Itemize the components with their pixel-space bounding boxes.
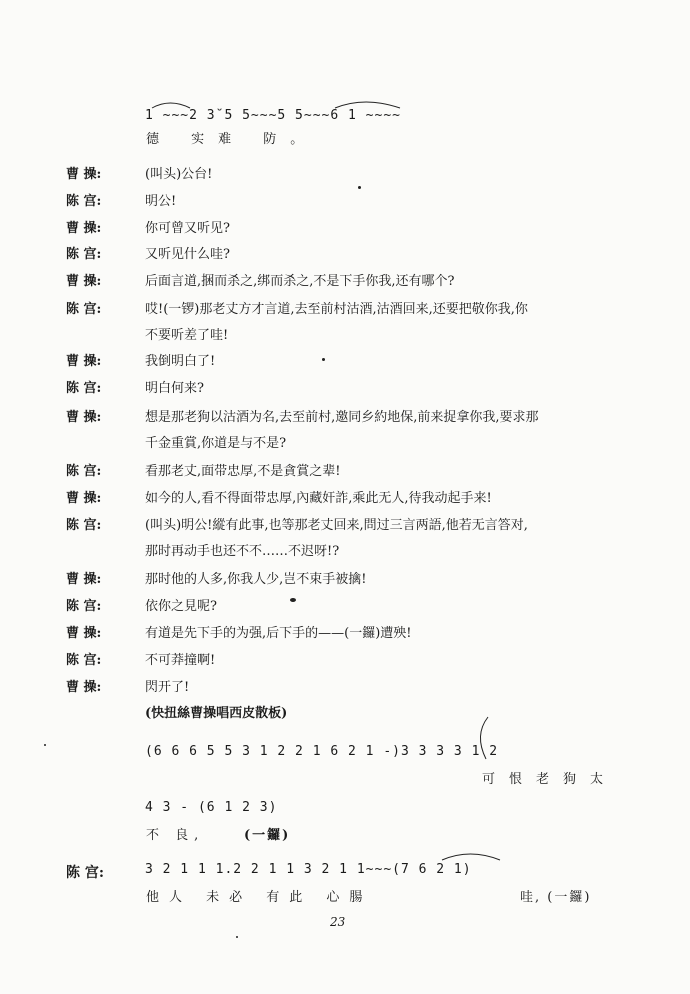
speech-line: 我倒明白了!: [145, 354, 216, 369]
speaker-label: 陈 宫:: [66, 599, 102, 614]
speaker-label: 陈 宫:: [66, 247, 102, 262]
lyric-line-4-end: 哇, (一鑼): [520, 890, 592, 905]
stage-direction: (快扭絲曹操唱西皮散板): [145, 706, 288, 721]
speaker-label: 曹 操:: [66, 221, 102, 236]
speech-continuation: 千金重賞,你道是与不是?: [145, 436, 287, 451]
speaker-label: 陈 宫:: [66, 194, 102, 209]
speech-line: 那时他的人多,你我人少,岂不束手被擒!: [145, 572, 367, 587]
notation-line-1: 1 ~~~2 3˘5 5~~~5 5~~~6 1 ~~~~: [145, 108, 401, 123]
speech-line: 閃开了!: [145, 680, 190, 695]
speaker-label: 陈 宫:: [66, 302, 102, 317]
speaker-label: 陈 宫:: [66, 518, 102, 533]
notation-line-4: 3 2 1 1 1.2 2 1 1 3 2 1 1~~~(7 6 2 1): [145, 862, 472, 877]
speaker-label: 陈 宫:: [66, 865, 105, 881]
speaker-label: 陈 宫:: [66, 464, 102, 479]
speaker-label: 曹 操:: [66, 354, 102, 369]
slur-marks-2: [470, 715, 510, 765]
lyric-line-2: 可恨老狗太: [482, 772, 618, 787]
speaker-label: 陈 宫:: [66, 381, 102, 396]
speaker-label: 曹 操:: [66, 410, 102, 425]
speech-continuation: 不要听差了哇!: [145, 328, 229, 343]
lyric-line-3: 不 良,: [146, 828, 205, 843]
speech-line: (叫头)公台!: [145, 167, 213, 182]
gong-mark: (一鑼): [244, 828, 291, 843]
speech-line: 哎!(一锣)那老丈方才言道,去至前村沽酒,沽酒回来,还要把敬你我,你: [145, 302, 528, 317]
scan-speck: [322, 358, 325, 361]
speech-line: (叫头)明公!縱有此事,也等那老丈回来,問过三言两語,他若无言答对,: [145, 518, 528, 533]
speaker-label: 曹 操:: [66, 274, 102, 289]
speaker-label: 陈 宫:: [66, 653, 102, 668]
scan-speck: [358, 186, 361, 189]
speech-line: 后面言道,捆而杀之,绑而杀之,不是下手你我,还有哪个?: [145, 274, 455, 289]
scan-speck: [290, 598, 296, 602]
scan-speck: [236, 936, 238, 938]
speaker-label: 曹 操:: [66, 167, 102, 182]
notation-line-3: 4 3 - (6 1 2 3): [145, 800, 278, 815]
speech-line: 明公!: [145, 194, 177, 209]
slur-marks-1: [150, 96, 450, 112]
speaker-label: 曹 操:: [66, 626, 102, 641]
speaker-label: 曹 操:: [66, 491, 102, 506]
notation-line-2: (6 6 6 5 5 3 1 2 2 1 6 2 1 -)3 3 3 3 1 2: [145, 744, 499, 759]
speech-line: 想是那老狗以沽酒为名,去至前村,邀同乡約地保,前来捉拿你我,要求那: [145, 410, 539, 425]
speaker-label: 曹 操:: [66, 680, 102, 695]
speech-line: 又听见什么哇?: [145, 247, 230, 262]
slur-marks-3: [440, 848, 510, 862]
speech-line: 你可曾又听见?: [145, 221, 230, 236]
speaker-label: 曹 操:: [66, 572, 102, 587]
speech-line: 看那老丈,面带忠厚,不是貪賞之辈!: [145, 464, 341, 479]
page-number: 23: [330, 915, 346, 929]
speech-line: 有道是先下手的为强,后下手的——(一鑼)遭殃!: [145, 626, 412, 641]
scan-speck: [44, 744, 46, 746]
speech-line: 依你之見呢?: [145, 599, 217, 614]
speech-line: 如今的人,看不得面带忠厚,內藏奸詐,乘此无人,待我动起手来!: [145, 491, 492, 506]
speech-line: 不可莽撞啊!: [145, 653, 216, 668]
lyric-line-1: 德 实难 防。: [146, 132, 318, 147]
speech-continuation: 那时再动手也还不不……不迟呀!?: [145, 544, 340, 559]
speech-line: 明白何来?: [145, 381, 204, 396]
lyric-line-4: 他人 未必 有此 心腸: [146, 890, 373, 905]
